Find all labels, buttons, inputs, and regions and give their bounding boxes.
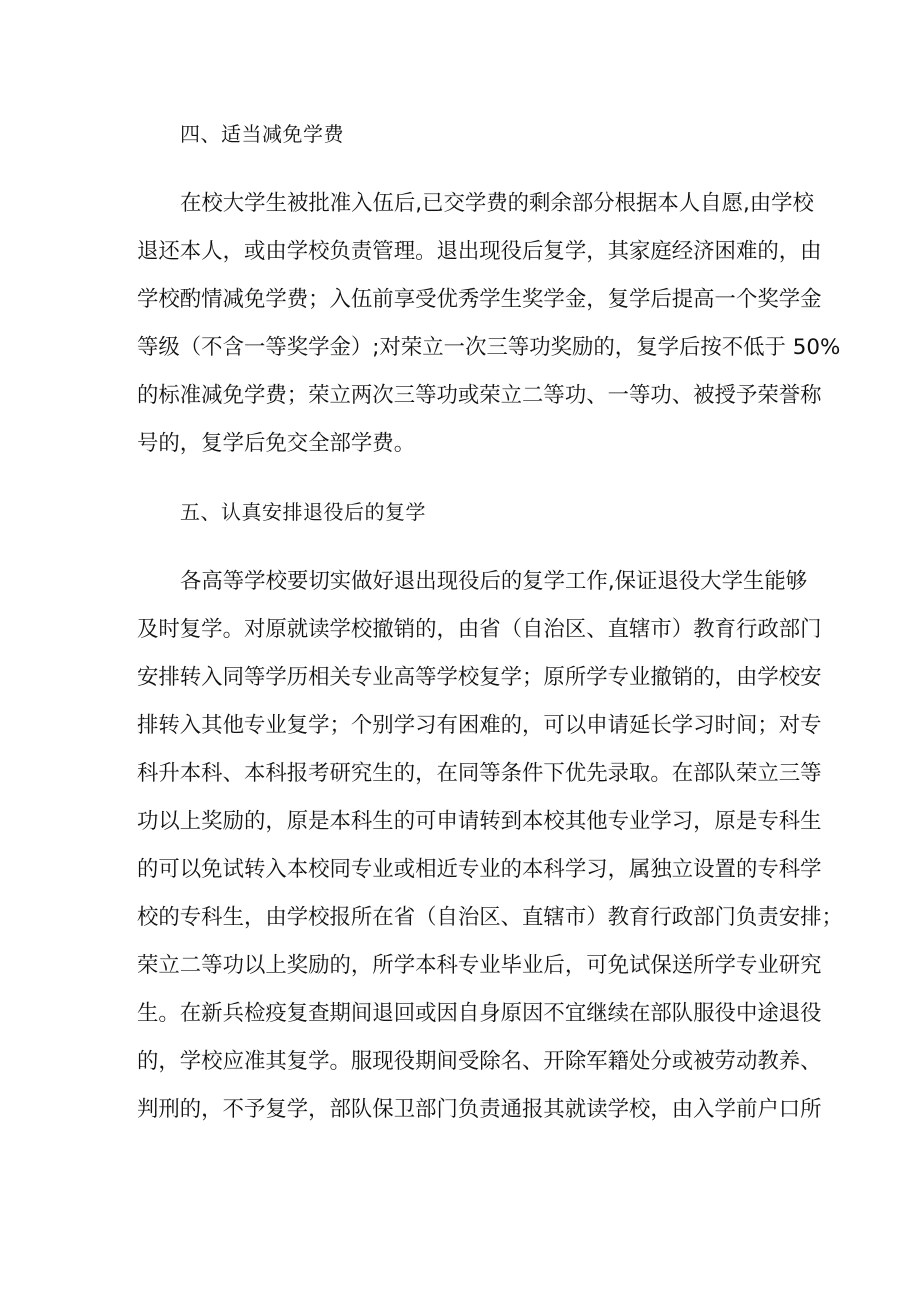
paragraph-line: 安排转入同等学历相关专业高等学校复学；原所学专业撤销的，由学校安: [137, 665, 822, 690]
paragraph-line: 的，学校应准其复学。服现役期间受除名、开除军籍处分或被劳动教养、: [137, 1049, 822, 1074]
paragraph-line: 各高等学校要切实做好退出现役后的复学工作,保证退役大学生能够: [180, 569, 808, 594]
paragraph-line: 荣立二等功以上奖励的，所学本科专业毕业后，可免试保送所学专业研究: [137, 953, 822, 978]
section-heading-4: 四、适当减免学费: [180, 122, 344, 146]
paragraph-line: 在校大学生被批准入伍后,已交学费的剩余部分根据本人自愿,由学校: [180, 191, 814, 216]
paragraph-line: 排转入其他专业复学；个别学习有困难的，可以申请延长学习时间；对专: [137, 713, 822, 738]
paragraph-line: 的可以免试转入本校同专业或相近专业的本科学习，属独立设置的专科学: [137, 857, 822, 882]
section-heading-5: 五、认真安排退役后的复学: [180, 500, 426, 524]
paragraph-line: 学校酌情减免学费；入伍前享受优秀学生奖学金，复学后提高一个奖学金: [137, 287, 822, 312]
paragraph-line: 的标准减免学费；荣立两次三等功或荣立二等功、一等功、被授予荣誉称: [137, 383, 822, 408]
paragraph-line: 生。在新兵检疫复查期间退回或因自身原因不宜继续在部队服役中途退役: [137, 1001, 822, 1026]
paragraph-line: 判刑的，不予复学，部队保卫部门负责通报其就读学校，由入学前户口所: [137, 1097, 822, 1122]
paragraph-line: 功以上奖励的，原是本科生的可申请转到本校其他专业学习，原是专科生: [137, 809, 822, 834]
paragraph-line: 等级（不含一等奖学金）;对荣立一次三等功奖励的，复学后按不低于 50%: [137, 335, 841, 360]
paragraph-line: 退还本人，或由学校负责管理。退出现役后复学，其家庭经济困难的，由: [137, 239, 822, 264]
paragraph-line: 校的专科生，由学校报所在省（自治区、直辖市）教育行政部门负责安排；: [137, 905, 843, 930]
paragraph-line: 及时复学。对原就读学校撤销的，由省（自治区、直辖市）教育行政部门: [137, 617, 822, 642]
paragraph-line: 号的，复学后免交全部学费。: [137, 431, 416, 456]
paragraph-line: 科升本科、本科报考研究生的，在同等条件下优先录取。在部队荣立三等: [137, 761, 822, 786]
